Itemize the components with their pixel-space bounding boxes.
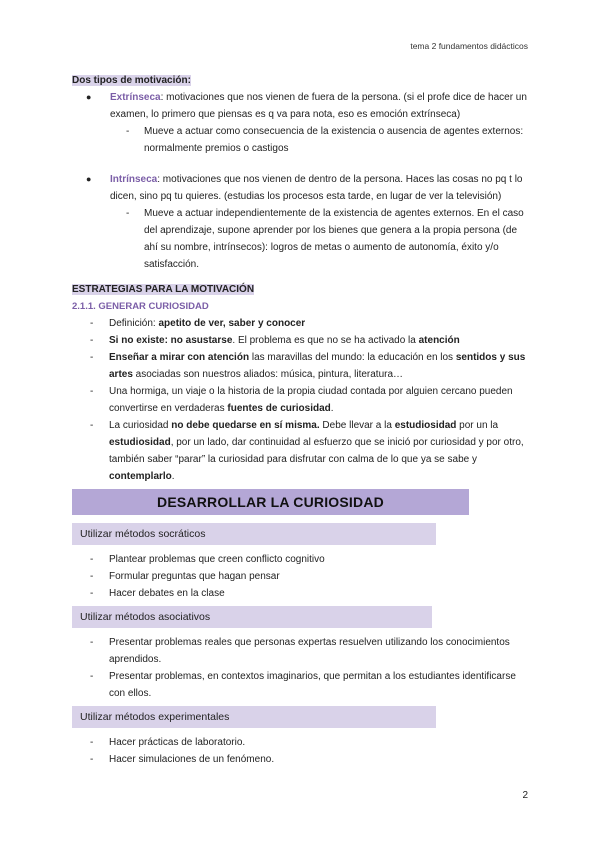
bullet-intrinseca: ● Intrínseca: motivaciones que nos vienen de dentro de la persona. Haces las cosas no pq t lo dicen, sino pq tu quieres. (estudias los procesos esta tarde, en lugar de ver la televisión) xyxy=(72,171,532,205)
desarrollar-banner: DESARROLLAR LA CURIOSIDAD xyxy=(72,489,469,515)
list-item: - Hacer debates en la clase xyxy=(72,585,532,602)
asociativos-banner: Utilizar métodos asociativos xyxy=(72,606,432,628)
list-item: - Una hormiga, un viaje o la historia de la propia ciudad contada por alguien cercano pueden convertirse en verdaderas fuentes de curiosidad. xyxy=(72,383,532,417)
dash-icon: - xyxy=(90,671,94,682)
list-item: - La curiosidad no debe quedarse en sí misma. Debe llevar a la estudiosidad por un la estudiosidad, por un lado, dar continuidad al esfuerzo que se inició por curiosidad y por otro, también saber “parar” la curiosidad para disfrutar con calma de lo que ya se sabe y contemplarlo. xyxy=(72,417,532,485)
bullet-extrinseca: ● Extrínseca: motivaciones que nos vienen de fuera de la persona. (si el profe dice de hacer un examen, lo primero que piensas es q va para nota, eso es emoción extrínseca) xyxy=(72,89,532,123)
dash-icon: - xyxy=(90,352,94,363)
generar-curiosidad-heading: 2.1.1. GENERAR CURIOSIDAD xyxy=(72,301,209,312)
list-item: - Formular preguntas que hagan pensar xyxy=(72,568,532,585)
dash-icon: - xyxy=(90,386,94,397)
dash-icon: - xyxy=(90,335,94,346)
bullet-icon: ● xyxy=(86,174,92,184)
list-item: - Hacer prácticas de laboratorio. xyxy=(72,734,532,751)
list-item: - Definición: apetito de ver, saber y conocer xyxy=(72,315,532,332)
dash-icon: - xyxy=(90,318,94,329)
bullet-icon: ● xyxy=(86,92,92,102)
dash-icon: - xyxy=(90,420,94,431)
dash-icon: - xyxy=(126,208,130,219)
list-item: - Plantear problemas que creen conflicto cognitivo xyxy=(72,551,532,568)
page-number: 2 xyxy=(522,790,528,801)
dash-icon: - xyxy=(90,554,94,565)
socraticos-banner: Utilizar métodos socráticos xyxy=(72,523,436,545)
list-item: - Si no existe: no asustarse. El problema es que no se ha activado la atención xyxy=(72,332,532,349)
tipos-heading: Dos tipos de motivación: xyxy=(72,75,191,86)
dash-icon: - xyxy=(90,571,94,582)
dash-icon: - xyxy=(90,588,94,599)
document-body xyxy=(72,72,532,768)
page-header-title: tema 2 fundamentos didácticos xyxy=(410,41,528,51)
list-item: - Presentar problemas reales que personas expertas resuelven utilizando los conocimientos aprendidos. xyxy=(72,634,532,668)
sub-extrinseca: - Mueve a actuar como consecuencia de la existencia o ausencia de agentes externos: normalmente premios o castigos xyxy=(72,123,532,157)
dash-icon: - xyxy=(90,637,94,648)
estrategias-heading: ESTRATEGIAS PARA LA MOTIVACIÓN xyxy=(72,284,255,295)
dash-icon: - xyxy=(90,754,94,765)
dash-icon: - xyxy=(90,737,94,748)
list-item: - Enseñar a mirar con atención las maravillas del mundo: la educación en los sentidos y sus artes asociadas son nuestros aliados: música, pintura, literatura… xyxy=(72,349,532,383)
sub-intrinseca: - Mueve a actuar independientemente de la existencia de agentes externos. En el caso del aprendizaje, supone aprender por los bienes que genera a la propia persona (de ahí su nombre, intrínsecos): logros de metas o aumento de autonomía, éxito y/o satisfacción. xyxy=(72,205,532,273)
list-item: - Hacer simulaciones de un fenómeno. xyxy=(72,751,532,768)
dash-icon: - xyxy=(126,126,130,137)
experimentales-banner: Utilizar métodos experimentales xyxy=(72,706,436,728)
list-item: - Presentar problemas, en contextos imaginarios, que permitan a los estudiantes identificarse con ellos. xyxy=(72,668,532,702)
